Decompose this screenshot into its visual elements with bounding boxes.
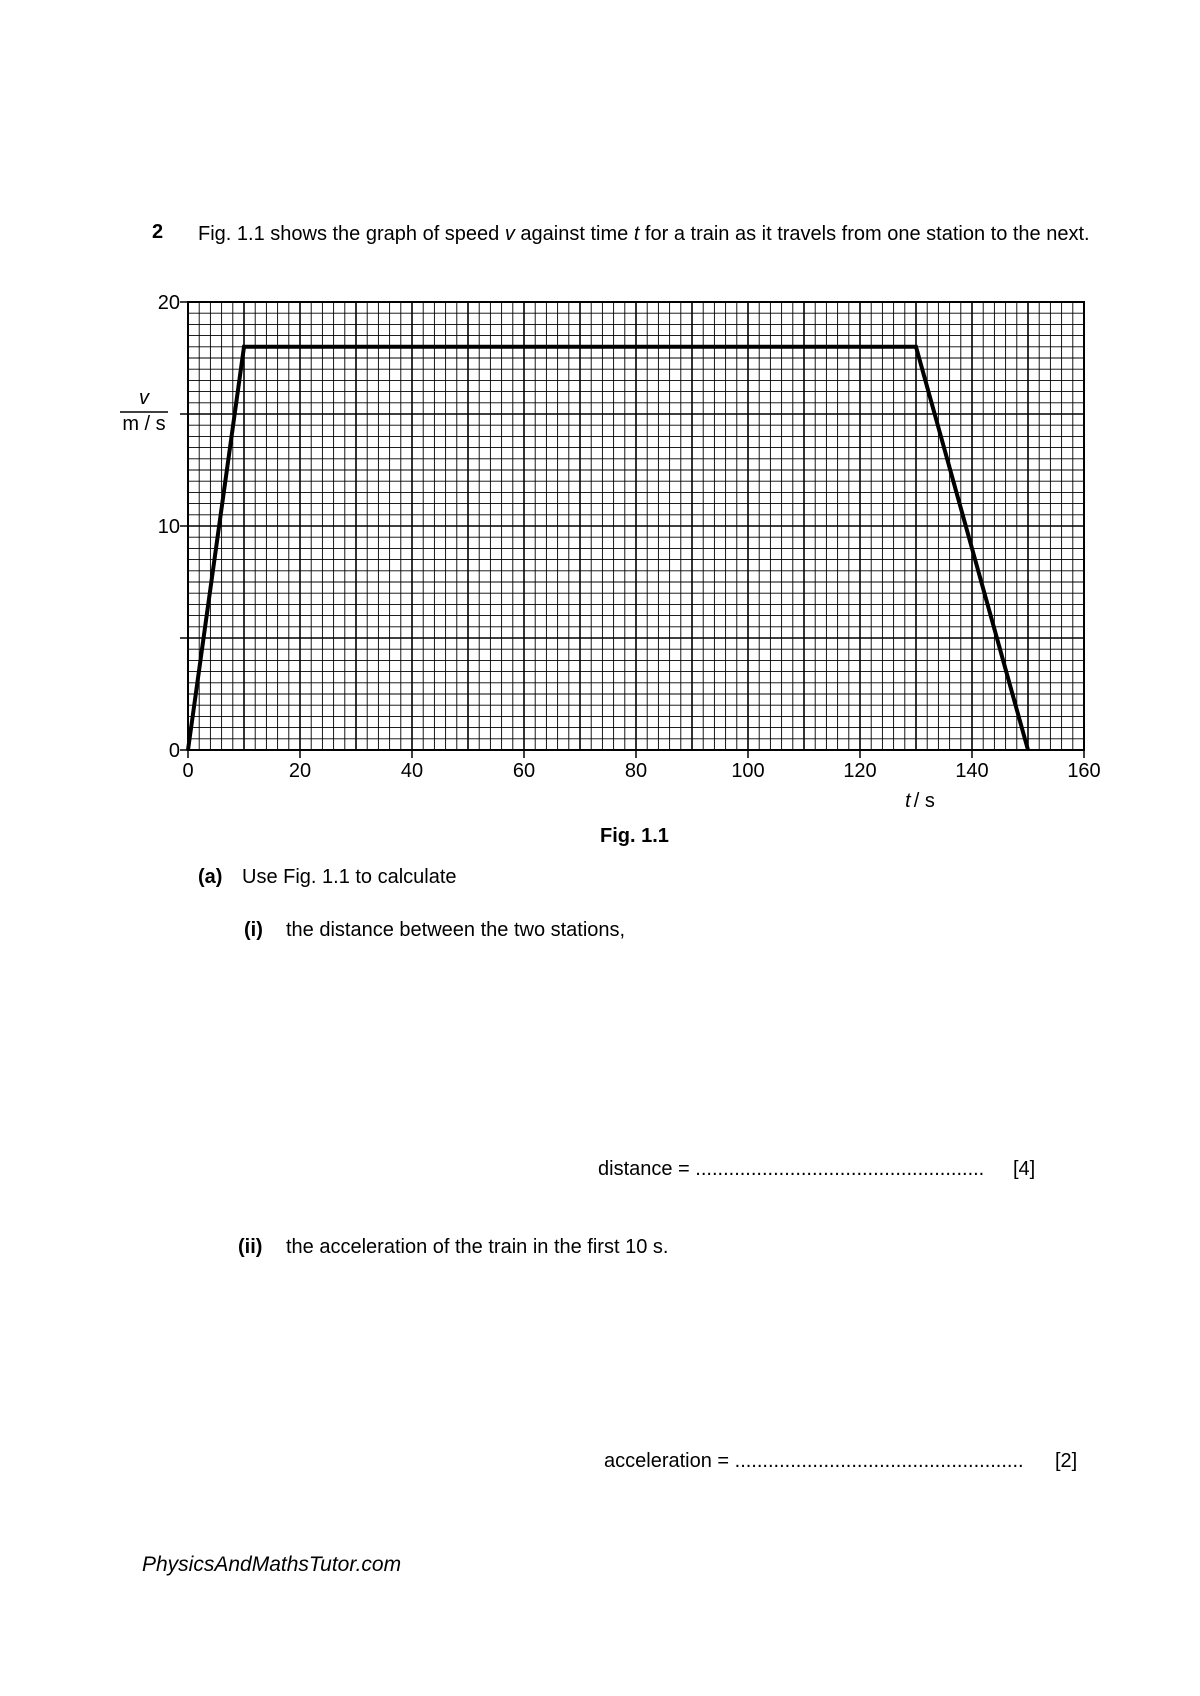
x-tick-label: 100 xyxy=(731,760,765,782)
x-tick-label: 120 xyxy=(843,760,877,782)
part-a-i-label: (i) xyxy=(244,919,263,941)
x-axis-label: t / s xyxy=(905,790,935,812)
x-tick-label: 20 xyxy=(288,760,312,782)
y-tick-label: 10 xyxy=(157,516,180,538)
part-a-ii-marks: [2] xyxy=(1055,1450,1078,1472)
x-tick-label: 80 xyxy=(624,760,648,782)
x-tick-label: 160 xyxy=(1067,760,1101,782)
y-tick-label: 20 xyxy=(157,292,180,314)
part-a-i-text: the distance between the two stations, xyxy=(286,919,626,941)
part-a-i-marks: [4] xyxy=(1013,1158,1036,1180)
question-number: 2 xyxy=(152,221,164,243)
part-a-text: Use Fig. 1.1 to calculate xyxy=(242,866,457,888)
x-tick-label: 140 xyxy=(955,760,989,782)
x-tick-label: 40 xyxy=(400,760,424,782)
footer-site-name: PhysicsAndMathsTutor.com xyxy=(142,1553,402,1576)
part-a-label: (a) xyxy=(198,866,223,888)
part-a-ii-text: the acceleration of the train in the first 10 s. xyxy=(286,1236,669,1258)
part-a-ii-label: (ii) xyxy=(238,1236,263,1258)
acceleration-answer-line: acceleration = .................................................... xyxy=(604,1450,1024,1472)
x-tick-label: 60 xyxy=(512,760,536,782)
distance-answer-dots: .................................................... xyxy=(695,1158,985,1180)
figure-caption: Fig. 1.1 xyxy=(600,825,669,847)
acceleration-answer-dots: .................................................... xyxy=(734,1450,1024,1472)
y-axis-label-unit: m / s xyxy=(122,413,166,435)
x-tick-label: 0 xyxy=(182,760,194,782)
distance-answer-line: distance = .................................................... xyxy=(598,1158,985,1180)
y-axis-label-var: v xyxy=(139,387,149,409)
question-stem: Fig. 1.1 shows the graph of speed v against time t for a train as it travels from one station to the next. xyxy=(198,223,1090,245)
speed-time-graph xyxy=(0,0,1200,840)
y-tick-label: 0 xyxy=(168,740,180,762)
